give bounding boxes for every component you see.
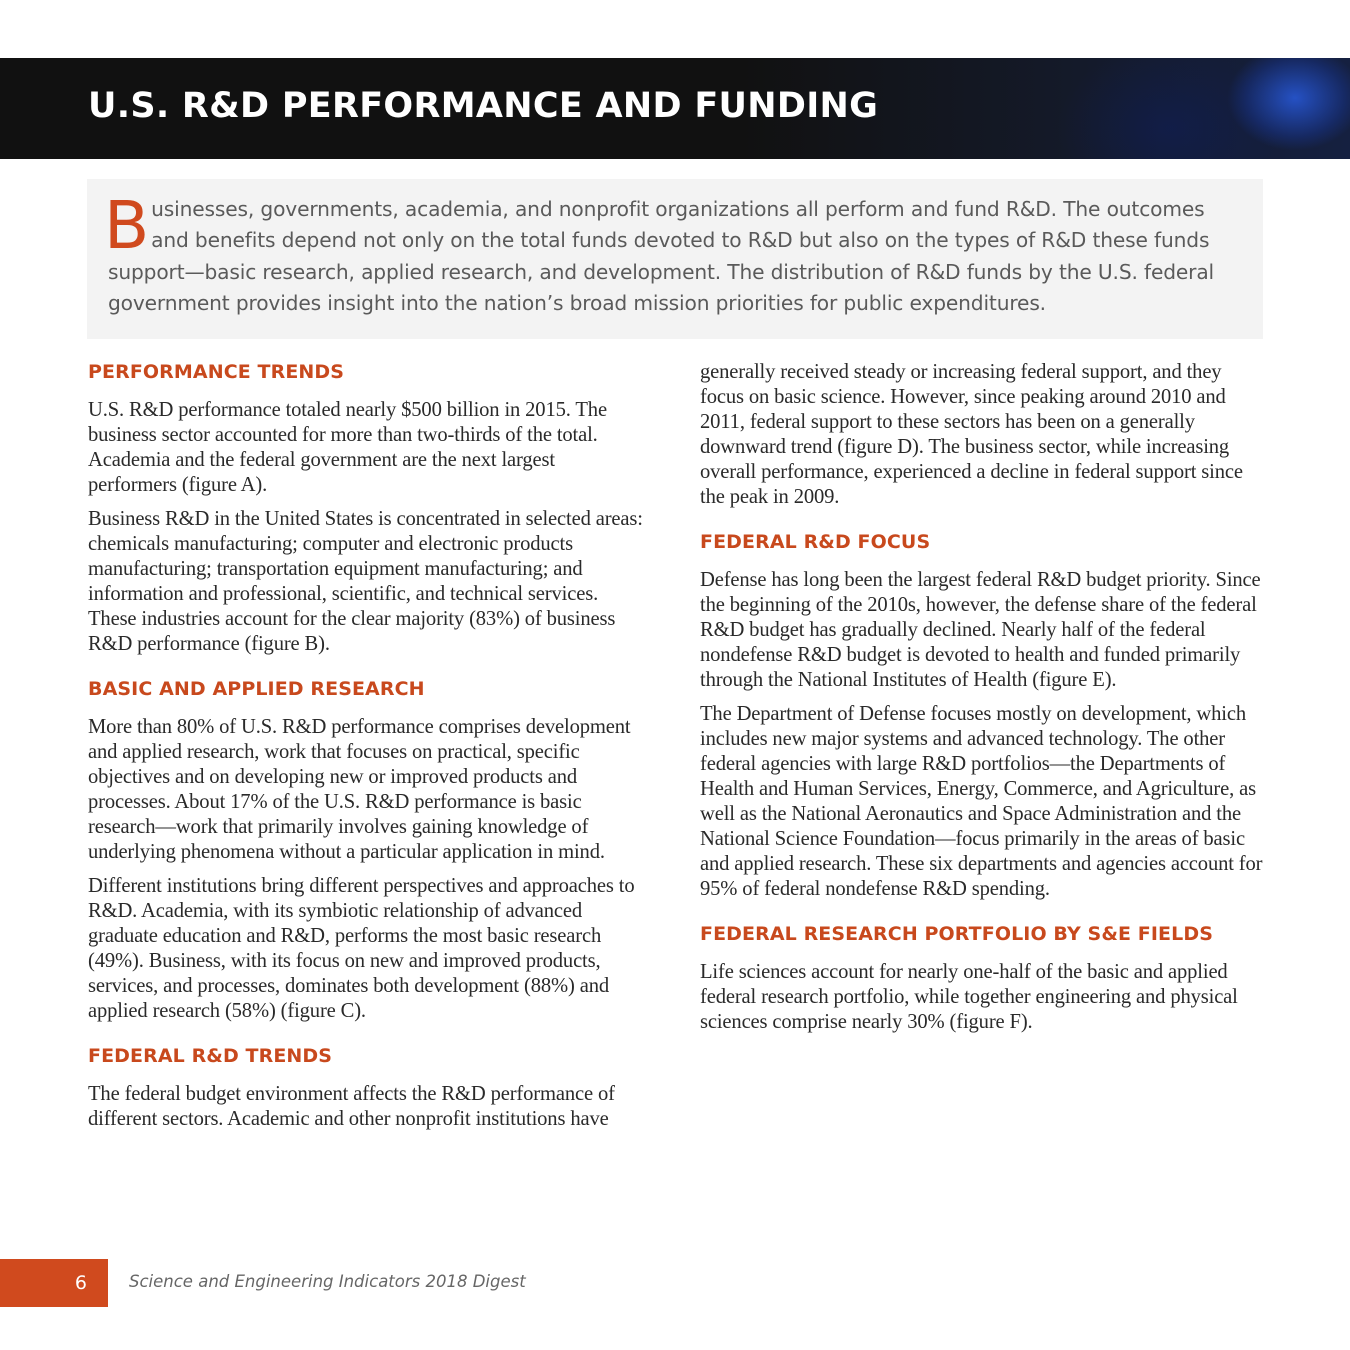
intro-box	[87, 179, 1263, 339]
section-heading: PERFORMANCE TRENDS	[88, 361, 345, 383]
publication-title: Science and Engineering Indicators 2018 Digest	[129, 1272, 526, 1291]
page-number: 6	[74, 1272, 87, 1294]
paragraph: More than 80% of U.S. R&D performance comprises development and applied research, work that focuses on practical, specific objectives and on developing new or improved products and processes. About 17% of the U.S. R&D performance is basic research—work that primarily involves gaining knowledge of underlying phenomena without a particular application in mind.	[88, 716, 631, 863]
section-federal-rd-focus	[700, 530, 1265, 902]
section-federal-rd-trends	[88, 1044, 648, 1132]
page-title: U.S. R&D PERFORMANCE AND FUNDING	[88, 86, 879, 126]
section-federal-research-portfolio	[700, 922, 1265, 1035]
page-banner	[0, 58, 1350, 159]
right-column	[700, 360, 1265, 1044]
left-column	[88, 360, 648, 1141]
section-heading: BASIC AND APPLIED RESEARCH	[88, 678, 425, 700]
intro-dropcap: B	[104, 187, 150, 264]
intro-text: usinesses, governments, academia, and nonprofit organizations all perform and fund R&D. The outcomes and benefits depend not only on the total funds devoted to R&D but also on the types of R&D these funds support—basic research, applied research, and development. The distribution of R&D funds by the U.S. federal government provides insight into the nation’s broad mission priorities for public expenditures.	[108, 197, 1215, 315]
page-number-box	[0, 1259, 108, 1307]
section-performance-trends	[88, 360, 648, 657]
paragraph: Business R&D in the United States is concentrated in selected areas: chemicals manufacturing; computer and electronic products manufacturing; transportation equipment manufacturing; and information and professional, scientific, and technical services. These industries account for the clear majority (83%) of business R&D performance (figure B).	[88, 508, 643, 655]
paragraph: Defense has long been the largest federal R&D budget priority. Since the beginning of the 2010s, however, the defense share of the federal R&D budget has gradually declined. Nearly half of the federal nondefense R&D budget is devoted to health and funded primarily through the National Institutes of Health (figure E).	[700, 569, 1261, 691]
section-basic-applied-research	[88, 677, 648, 1024]
paragraph-continuation: generally received steady or increasing federal support, and they focus on basic science. However, since peaking around 2010 and 2011, federal support to these sectors has been on a generally downward trend (figure D). The business sector, while increasing overall performance, experienced a decline in federal support since the peak in 2009.	[700, 361, 1243, 508]
section-heading: FEDERAL R&D TRENDS	[88, 1045, 333, 1067]
paragraph: Life sciences account for nearly one-half of the basic and applied federal research portfolio, while together engineering and physical sciences comprise nearly 30% (figure F).	[700, 961, 1238, 1033]
section-heading: FEDERAL R&D FOCUS	[700, 531, 931, 553]
paragraph: The federal budget environment affects the R&D performance of different sectors. Academic and other nonprofit institutions have	[88, 1083, 615, 1130]
section-heading: FEDERAL RESEARCH PORTFOLIO BY S&E FIELDS	[700, 923, 1213, 945]
paragraph: The Department of Defense focuses mostly on development, which includes new major systems and advanced technology. The other federal agencies with large R&D portfolios—the Departments of Health and Human Services, Energy, Commerce, and Agriculture, as well as the National Aeronautics and Space Administration and the National Science Foundation—focus primarily in the areas of basic and applied research. These six departments and agencies account for 95% of federal nondefense R&D spending.	[700, 703, 1263, 900]
paragraph: Different institutions bring different perspectives and approaches to R&D. Academia, with its symbiotic relationship of advanced graduate education and R&D, performs the most basic research (49%). Business, with its focus on new and improved products, services, and processes, dominates both development (88%) and applied research (58%) (figure C).	[88, 875, 635, 1022]
intro-paragraph	[104, 187, 1243, 319]
paragraph: U.S. R&D performance totaled nearly $500 billion in 2015. The business sector accounted for more than two-thirds of the total. Academia and the federal government are the next largest performers (figure A).	[88, 399, 607, 496]
